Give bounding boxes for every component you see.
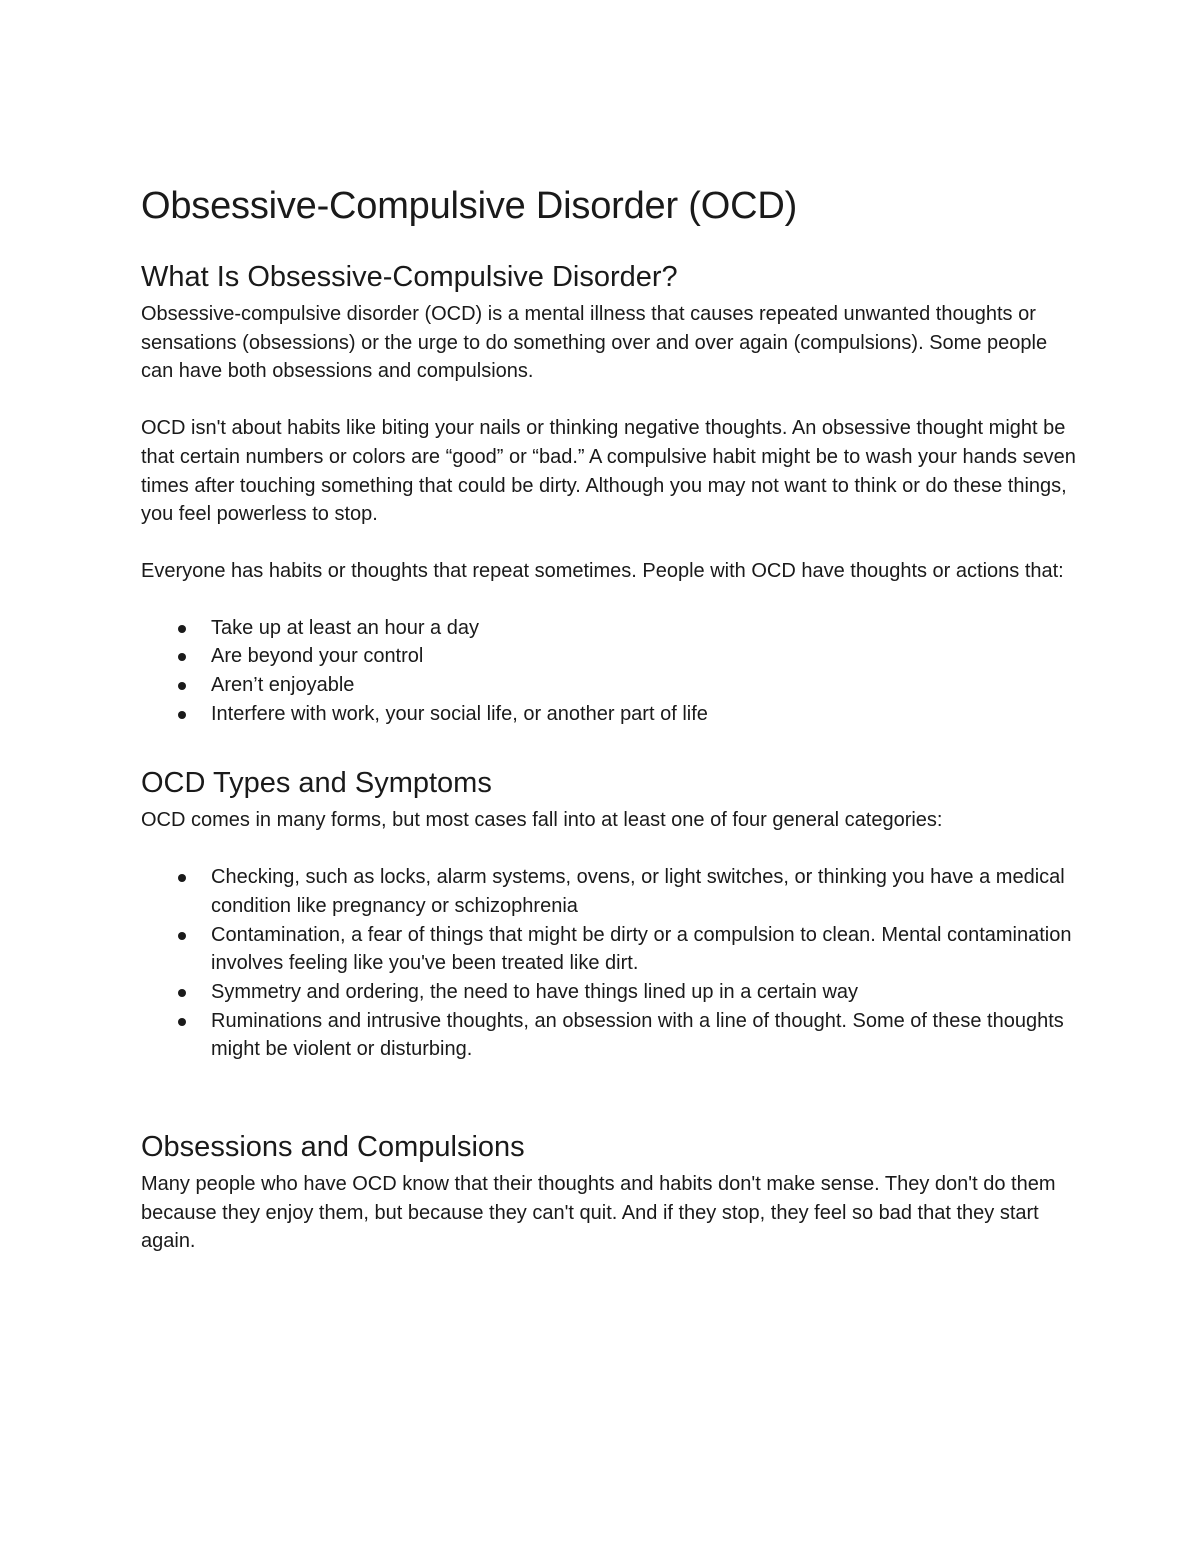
paragraph: OCD comes in many forms, but most cases fall into at least one of four general categories: xyxy=(141,809,943,832)
list-item-text: Checking, such as locks, alarm systems, ovens, or light switches, or thinking you have a medical condition like pregnancy or schizophrenia xyxy=(211,866,1065,917)
paragraph: Everyone has habits or thoughts that repeat sometimes. People with OCD have thoughts or actions that: xyxy=(141,559,1064,582)
list-item-text: Symmetry and ordering, the need to have things lined up in a certain way xyxy=(211,980,859,1003)
section-heading-obsessions-compulsions: Obsessions and Compulsions xyxy=(141,1131,525,1164)
section-heading-ocd-types: OCD Types and Symptoms xyxy=(141,767,492,800)
list-item-text: Ruminations and intrusive thoughts, an obsession with a line of thought. Some of these thoughts might be violent or disturbing. xyxy=(211,1009,1064,1061)
bullet-icon xyxy=(178,682,186,690)
list-item-text: Aren’t enjoyable xyxy=(211,674,355,697)
document-page xyxy=(141,182,1081,1256)
bullet-icon xyxy=(178,874,186,882)
bullet-icon xyxy=(178,1018,186,1026)
paragraph: OCD isn't about habits like biting your nails or thinking negative thoughts. An obsessive thought might be that certain numbers or colors are “good” or “bad.” A compulsive habit might be to wash your hands seven times after touching something that could be dirty. Although you may not want to think or do these things, you feel powerless to stop. xyxy=(141,417,1076,526)
paragraph: Obsessive-compulsive disorder (OCD) is a mental illness that causes repeated unwanted thoughts or sensations (obsessions) or the urge to do something over and over again (compulsions). Some people can have both obsessions and compulsions. xyxy=(141,303,1048,383)
bullet-list xyxy=(141,614,1081,729)
list-item-text: Contamination, a fear of things that might be dirty or a compulsion to clean. Mental contamination involves feeling like you've been treated like dirt. xyxy=(211,923,1072,975)
list-item xyxy=(141,614,1081,643)
bullet-list xyxy=(141,863,1081,1064)
bullet-icon xyxy=(178,653,186,661)
bullet-icon xyxy=(178,711,186,719)
list-item xyxy=(141,1007,1081,1064)
section-heading-what-is-ocd: What Is Obsessive-Compulsive Disorder? xyxy=(141,261,678,293)
list-item-text: Take up at least an hour a day xyxy=(211,616,479,639)
paragraph: Many people who have OCD know that their thoughts and habits don't make sense. They don't do them because they enjoy them, but because they can't quit. And if they stop, they feel so bad that they start again. xyxy=(141,1173,1056,1253)
list-item xyxy=(141,921,1081,978)
list-item-text: Are beyond your control xyxy=(211,645,424,668)
list-item xyxy=(141,978,1081,1007)
list-item xyxy=(141,863,1081,920)
bullet-icon xyxy=(178,989,186,997)
bullet-icon xyxy=(178,625,186,633)
document-title: Obsessive-Compulsive Disorder (OCD) xyxy=(141,185,798,227)
list-item-text: Interfere with work, your social life, or another part of life xyxy=(211,702,708,725)
list-item xyxy=(141,642,1081,671)
bullet-icon xyxy=(178,932,186,940)
list-item xyxy=(141,671,1081,700)
list-item xyxy=(141,700,1081,729)
